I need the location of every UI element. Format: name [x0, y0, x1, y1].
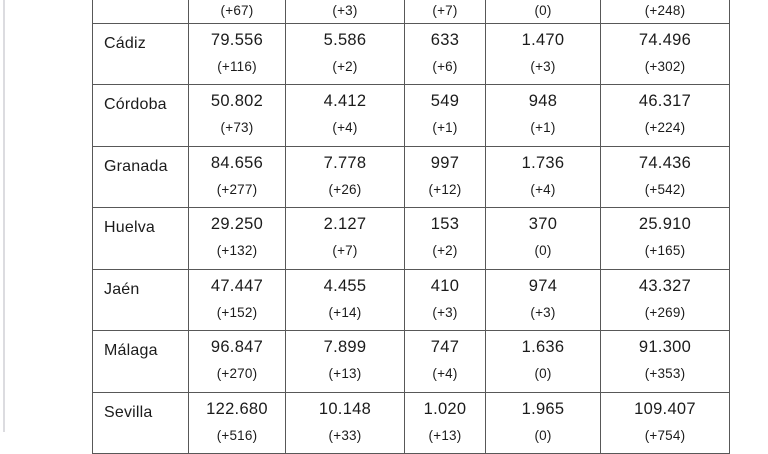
- cell-delta: (+67): [189, 2, 285, 20]
- province-label: Huelva: [93, 218, 188, 238]
- value-cell: [404, 208, 485, 269]
- cell-delta: (0): [486, 365, 600, 383]
- cell-value: 1.470: [486, 30, 600, 50]
- value-cell: [485, 85, 600, 146]
- cell-delta: (+116): [189, 58, 285, 76]
- cell-value: 10.148: [286, 399, 404, 419]
- cell-value: 370: [486, 214, 600, 234]
- table-row: [93, 24, 729, 86]
- value-cell: [485, 0, 600, 23]
- value-cell: [188, 85, 285, 146]
- value-cell: [404, 147, 485, 208]
- value-cell: [285, 208, 404, 269]
- value-cell: [600, 208, 729, 269]
- cell-delta: (0): [486, 242, 600, 260]
- value-cell: [285, 85, 404, 146]
- cell-delta: (+224): [601, 119, 729, 137]
- value-cell: [404, 331, 485, 392]
- province-label: Sevilla: [93, 403, 188, 423]
- cell-delta: (+277): [189, 181, 285, 199]
- cell-delta: (+754): [601, 427, 729, 445]
- cell-value: 29.250: [189, 214, 285, 234]
- cell-value: 47.447: [189, 276, 285, 296]
- cell-value: 5.586: [286, 30, 404, 50]
- cell-delta: (+3): [486, 304, 600, 322]
- cell-value: 7.899: [286, 337, 404, 357]
- value-cell: [600, 24, 729, 85]
- cell-value: 1.965: [486, 399, 600, 419]
- cell-delta: (+26): [286, 181, 404, 199]
- cell-value: 96.847: [189, 337, 285, 357]
- cell-delta: (+7): [286, 242, 404, 260]
- value-cell: [485, 331, 600, 392]
- cell-delta: (+4): [405, 365, 485, 383]
- cell-delta: (+248): [601, 2, 729, 20]
- cell-delta: (+4): [486, 181, 600, 199]
- cell-value: 50.802: [189, 91, 285, 111]
- cell-delta: (+1): [405, 119, 485, 137]
- cell-delta: (+12): [405, 181, 485, 199]
- value-cell: [600, 331, 729, 392]
- value-cell: [285, 270, 404, 331]
- province-name-cell: [93, 147, 188, 208]
- cell-delta: (+6): [405, 58, 485, 76]
- cell-delta: (0): [486, 2, 600, 20]
- province-label: Jaén: [93, 280, 188, 300]
- value-cell: [600, 393, 729, 454]
- cell-delta: (+7): [405, 2, 485, 20]
- cell-value: 46.317: [601, 91, 729, 111]
- cell-value: 2.127: [286, 214, 404, 234]
- cell-value: 948: [486, 91, 600, 111]
- value-cell: [285, 147, 404, 208]
- cell-delta: (+165): [601, 242, 729, 260]
- cell-value: 74.496: [601, 30, 729, 50]
- cell-delta: (+3): [486, 58, 600, 76]
- cell-value: 549: [405, 91, 485, 111]
- province-label: Córdoba: [93, 95, 188, 115]
- province-label: Málaga: [93, 341, 188, 361]
- value-cell: [485, 393, 600, 454]
- province-name-cell: [93, 24, 188, 85]
- province-name-cell: [93, 0, 188, 23]
- cell-value: 997: [405, 153, 485, 173]
- value-cell: [188, 331, 285, 392]
- cell-value: 7.778: [286, 153, 404, 173]
- province-name-cell: [93, 270, 188, 331]
- table-row: [93, 393, 729, 454]
- value-cell: [600, 85, 729, 146]
- table-row: [93, 85, 729, 147]
- cell-value: 410: [405, 276, 485, 296]
- cell-value: 79.556: [189, 30, 285, 50]
- cell-value: 747: [405, 337, 485, 357]
- cell-delta: (+3): [286, 2, 404, 20]
- value-cell: [600, 147, 729, 208]
- value-cell: [404, 24, 485, 85]
- value-cell: [188, 24, 285, 85]
- province-name-cell: [93, 393, 188, 454]
- cell-value: 25.910: [601, 214, 729, 234]
- table-row: [93, 208, 729, 270]
- cell-value: 633: [405, 30, 485, 50]
- value-cell: [285, 0, 404, 23]
- page-edge-line: [3, 0, 5, 432]
- value-cell: [404, 270, 485, 331]
- cell-delta: (+4): [286, 119, 404, 137]
- cell-value: 4.412: [286, 91, 404, 111]
- value-cell: [188, 270, 285, 331]
- value-cell: [404, 0, 485, 23]
- cell-delta: (+270): [189, 365, 285, 383]
- value-cell: [188, 208, 285, 269]
- value-cell: [404, 85, 485, 146]
- cell-delta: (+13): [286, 365, 404, 383]
- cell-value: 122.680: [189, 399, 285, 419]
- province-name-cell: [93, 208, 188, 269]
- cell-delta: (+353): [601, 365, 729, 383]
- province-label: Granada: [93, 157, 188, 177]
- value-cell: [285, 24, 404, 85]
- cell-delta: (0): [486, 427, 600, 445]
- cell-delta: (+13): [405, 427, 485, 445]
- value-cell: [188, 393, 285, 454]
- value-cell: [188, 147, 285, 208]
- value-cell: [404, 393, 485, 454]
- cell-delta: (+14): [286, 304, 404, 322]
- value-cell: [600, 270, 729, 331]
- cell-value: 974: [486, 276, 600, 296]
- table-row: [93, 270, 729, 332]
- cell-delta: (+3): [405, 304, 485, 322]
- cell-value: 4.455: [286, 276, 404, 296]
- cell-delta: (+73): [189, 119, 285, 137]
- cell-delta: (+542): [601, 181, 729, 199]
- cell-delta: (+33): [286, 427, 404, 445]
- cell-delta: (+516): [189, 427, 285, 445]
- cell-value: 153: [405, 214, 485, 234]
- cell-delta: (+2): [405, 242, 485, 260]
- value-cell: [485, 270, 600, 331]
- province-label: Cádiz: [93, 34, 188, 54]
- value-cell: [600, 0, 729, 23]
- cell-value: 1.020: [405, 399, 485, 419]
- province-name-cell: [93, 85, 188, 146]
- cell-delta: (+132): [189, 242, 285, 260]
- table-row: [93, 147, 729, 209]
- province-statistics-table: [92, 0, 730, 454]
- cell-value: 84.656: [189, 153, 285, 173]
- cell-delta: (+269): [601, 304, 729, 322]
- cell-delta: (+152): [189, 304, 285, 322]
- value-cell: [485, 147, 600, 208]
- cell-value: 74.436: [601, 153, 729, 173]
- table-row: [93, 331, 729, 393]
- cell-value: 109.407: [601, 399, 729, 419]
- value-cell: [485, 208, 600, 269]
- province-name-cell: [93, 331, 188, 392]
- cell-value: 43.327: [601, 276, 729, 296]
- table-row: [93, 0, 729, 24]
- cell-delta: (+302): [601, 58, 729, 76]
- value-cell: [285, 331, 404, 392]
- cell-value: 91.300: [601, 337, 729, 357]
- cell-value: 1.736: [486, 153, 600, 173]
- value-cell: [188, 0, 285, 23]
- cell-delta: (+1): [486, 119, 600, 137]
- cell-value: 1.636: [486, 337, 600, 357]
- value-cell: [285, 393, 404, 454]
- cell-delta: (+2): [286, 58, 404, 76]
- value-cell: [485, 24, 600, 85]
